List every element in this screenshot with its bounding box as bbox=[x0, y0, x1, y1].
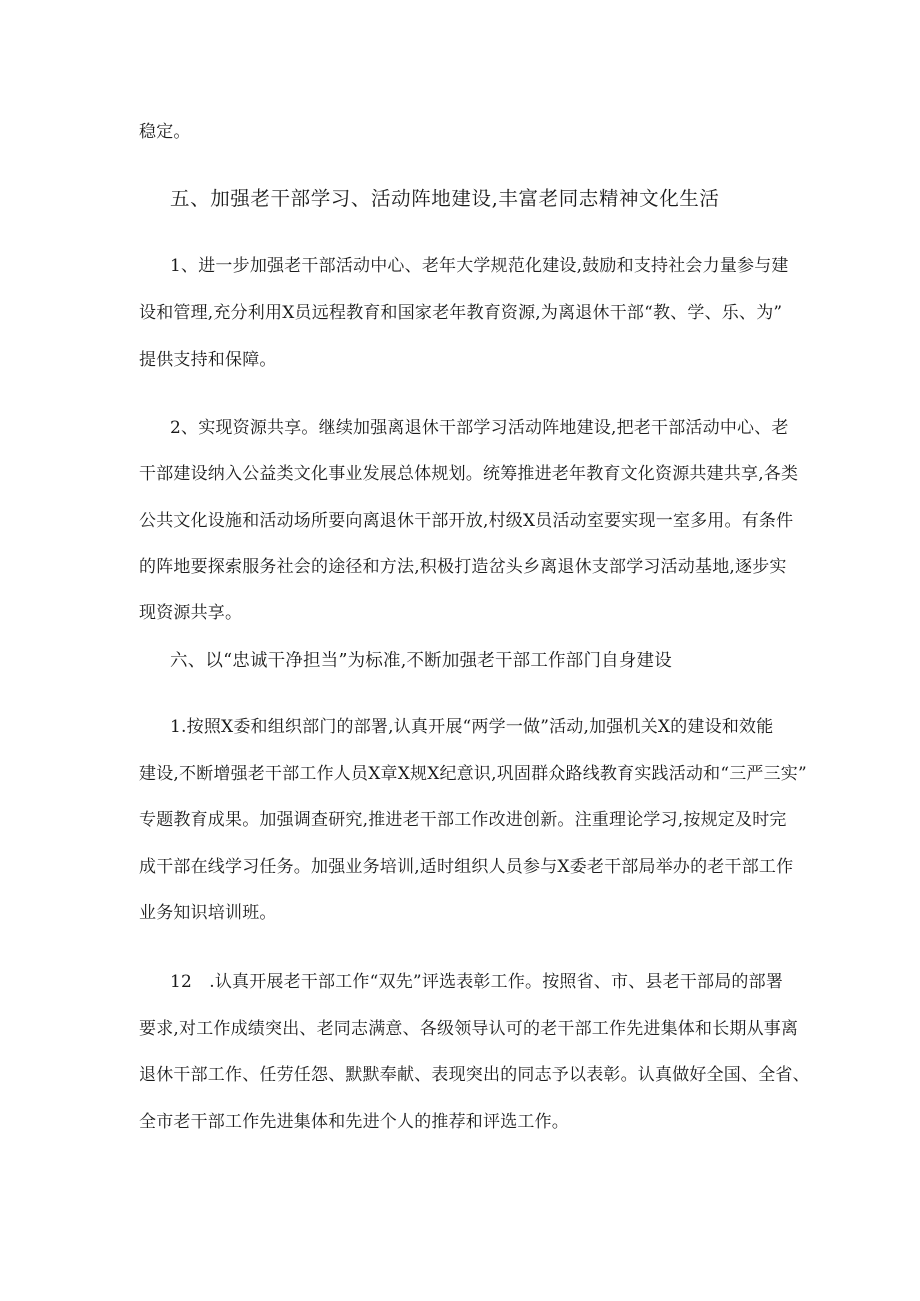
section6-heading: 六、以“忠诚干净担当”为标准,不断加强老干部工作部门自身建设 bbox=[170, 651, 672, 671]
section5-item1-line2: 设和管理,充分利用X员远程教育和国家老年教育资源,为离退休干部“教、学、乐、为” bbox=[139, 303, 783, 323]
section6-item1-line5: 业务知识培训班。 bbox=[139, 903, 277, 923]
section5-heading: 五、加强老干部学习、活动阵地建设,丰富老同志精神文化生活 bbox=[170, 187, 720, 210]
intro-tail-text: 稳定。 bbox=[139, 122, 191, 142]
section6-item1-line4: 成干部在线学习任务。加强业务培训,适时组织人员参与X委老干部局举办的老干部工作 bbox=[139, 857, 794, 877]
section6-item1-line2: 建设,不断增强老干部工作人员X章X规X纪意识,巩固群众路线教育实践活动和“三严三实” bbox=[139, 764, 807, 784]
section6-item2-line1: 12 .认真开展老干部工作“双先”评选表彰工作。按照省、市、县老干部局的部署 bbox=[170, 972, 784, 992]
section6-item1-line3: 专题教育成果。加强调查研究,推进老干部工作改进创新。注重理论学习,按规定及时完 bbox=[139, 810, 787, 830]
section5-item2-line2: 干部建设纳入公益类文化事业发展总体规划。统筹推进老年教育文化资源共建共享,各类 bbox=[139, 464, 799, 484]
section6-item2-line2: 要求,对工作成绩突出、老同志满意、各级领导认可的老干部工作先进集体和长期从事离 bbox=[139, 1019, 799, 1039]
section6-item2-line3: 退休干部工作、任劳任怨、默默奉献、表现突出的同志予以表彰。认真做好全国、全省、 bbox=[139, 1065, 810, 1085]
section6-item2-line4: 全市老干部工作先进集体和先进个人的推荐和评选工作。 bbox=[139, 1112, 569, 1132]
section5-item2-line5: 现资源共享。 bbox=[139, 603, 243, 623]
section5-item2-line4: 的阵地要探索服务社会的途径和方法,积极打造岔头乡离退休支部学习活动基地,逐步实 bbox=[139, 557, 787, 577]
section5-item2-line3: 公共文化设施和活动场所要向离退休干部开放,村级X员活动室要实现一室多用。有条件 bbox=[139, 511, 794, 531]
section6-item1-line1: 1.按照X委和组织部门的部署,认真开展“两学一做”活动,加强机关X的建设和效能 bbox=[170, 717, 774, 737]
section5-item2-line1: 2、实现资源共享。继续加强离退休干部学习活动阵地建设,把老干部活动中心、老 bbox=[170, 418, 789, 438]
section5-item1-line1: 1、进一步加强老干部活动中心、老年大学规范化建设,鼓励和支持社会力量参与建 bbox=[170, 256, 789, 276]
section5-item1-line3: 提供支持和保障。 bbox=[139, 350, 277, 370]
